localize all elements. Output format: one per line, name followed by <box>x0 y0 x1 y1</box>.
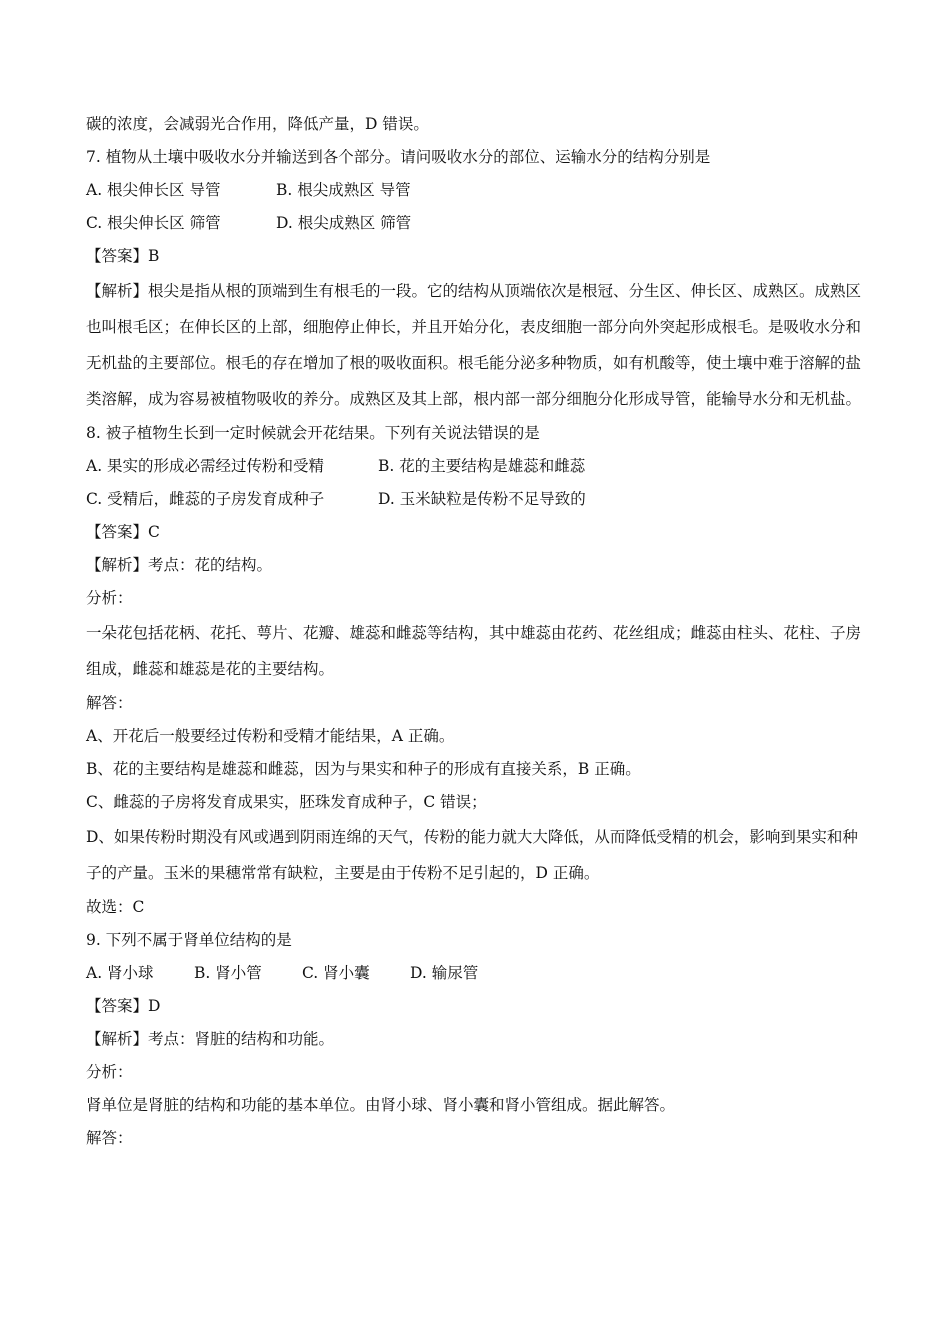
question-8-answer: 【答案】C <box>86 523 160 541</box>
question-8-choice: 故选：C <box>86 898 145 916</box>
question-7-stem: 7. 植物从土壤中吸收水分并输送到各个部分。请问吸收水分的部位、运输水分的结构分别是 <box>86 148 711 166</box>
question-8-option-d: D. 玉米缺粒是传粉不足导致的 <box>378 490 586 508</box>
question-7-option-c: C. 根尖伸长区 筛管 <box>86 214 221 232</box>
question-8-explain-d: D、如果传粉时期没有风或遇到阴雨连绵的天气，传粉的能力就大大降低，从而降低受精的机会，影响到果实和种子的产量。玉米的果穗常常有缺粒，主要是由于传粉不足引起的，D 正确。 <box>86 828 858 882</box>
document-page <box>86 108 872 1155</box>
question-8-analysis-point: 【解析】考点：花的结构。 <box>86 556 273 574</box>
question-9-answer: 【答案】D <box>86 997 161 1015</box>
text-line: 碳的浓度，会减弱光合作用，降低产量，D 错误。 <box>86 115 429 133</box>
question-9-jieda-label: 解答： <box>86 1129 133 1147</box>
question-7-option-b: B. 根尖成熟区 导管 <box>276 181 411 199</box>
question-8-option-a: A. 果实的形成必需经过传粉和受精 <box>86 457 325 475</box>
question-9-option-d: D. 输尿管 <box>410 964 479 982</box>
question-9-options-row <box>86 957 872 990</box>
question-8-option-b: B. 花的主要结构是雄蕊和雌蕊 <box>378 457 586 475</box>
question-9-fenxi: 肾单位是肾脏的结构和功能的基本单位。由肾小球、肾小囊和肾小管组成。据此解答。 <box>86 1096 676 1114</box>
question-9-fenxi-label: 分析： <box>86 1063 133 1081</box>
question-9-option-b: B. 肾小管 <box>194 964 262 982</box>
question-8-jieda-label: 解答： <box>86 694 133 712</box>
question-8-stem: 8. 被子植物生长到一定时候就会开花结果。下列有关说法错误的是 <box>86 424 540 442</box>
question-9-option-a: A. 肾小球 <box>86 964 154 982</box>
question-7-options-row-2 <box>86 207 872 240</box>
question-8-options-row-1 <box>86 450 872 483</box>
question-9-analysis-point: 【解析】考点：肾脏的结构和功能。 <box>86 1030 335 1048</box>
question-9-stem: 9. 下列不属于肾单位结构的是 <box>86 931 292 949</box>
question-8-explain-c: C、雌蕊的子房将发育成果实，胚珠发育成种子，C 错误； <box>86 793 487 811</box>
question-8-fenxi-label: 分析： <box>86 589 133 607</box>
question-7-option-d: D. 根尖成熟区 筛管 <box>276 214 412 232</box>
question-8-explain-b: B、花的主要结构是雄蕊和雌蕊，因为与果实和种子的形成有直接关系，B 正确。 <box>86 760 641 778</box>
question-8-options-row-2 <box>86 483 872 516</box>
question-7-option-a: A. 根尖伸长区 导管 <box>86 181 221 199</box>
question-7-analysis: 【解析】根尖是指从根的顶端到生有根毛的一段。它的结构从顶端依次是根冠、分生区、伸长区、成熟区。成熟区也叫根毛区；在伸长区的上部，细胞停止伸长，并且开始分化，表皮细胞一部分向外突起形成根毛。是吸收水分和无机盐的主要部位。根毛的存在增加了根的吸收面积。根毛能分泌多种物质，如有机酸等，使土壤中难于溶解的盐类溶解，成为容易被植物吸收的养分。成熟区及其上部，根内部一部分细胞分化形成导管，能输导水分和无机盐。 <box>86 282 862 408</box>
question-8-option-c: C. 受精后，雌蕊的子房发育成种子 <box>86 490 325 508</box>
question-8-explain-a: A、开花后一般要经过传粉和受精才能结果，A 正确。 <box>86 727 455 745</box>
question-8-fenxi: 一朵花包括花柄、花托、萼片、花瓣、雄蕊和雌蕊等结构，其中雄蕊由花药、花丝组成；雌蕊由柱头、花柱、子房组成，雌蕊和雄蕊是花的主要结构。 <box>86 624 862 678</box>
question-7-answer: 【答案】B <box>86 247 160 265</box>
question-7-options-row-1 <box>86 174 872 207</box>
question-9-option-c: C. 肾小囊 <box>302 964 370 982</box>
